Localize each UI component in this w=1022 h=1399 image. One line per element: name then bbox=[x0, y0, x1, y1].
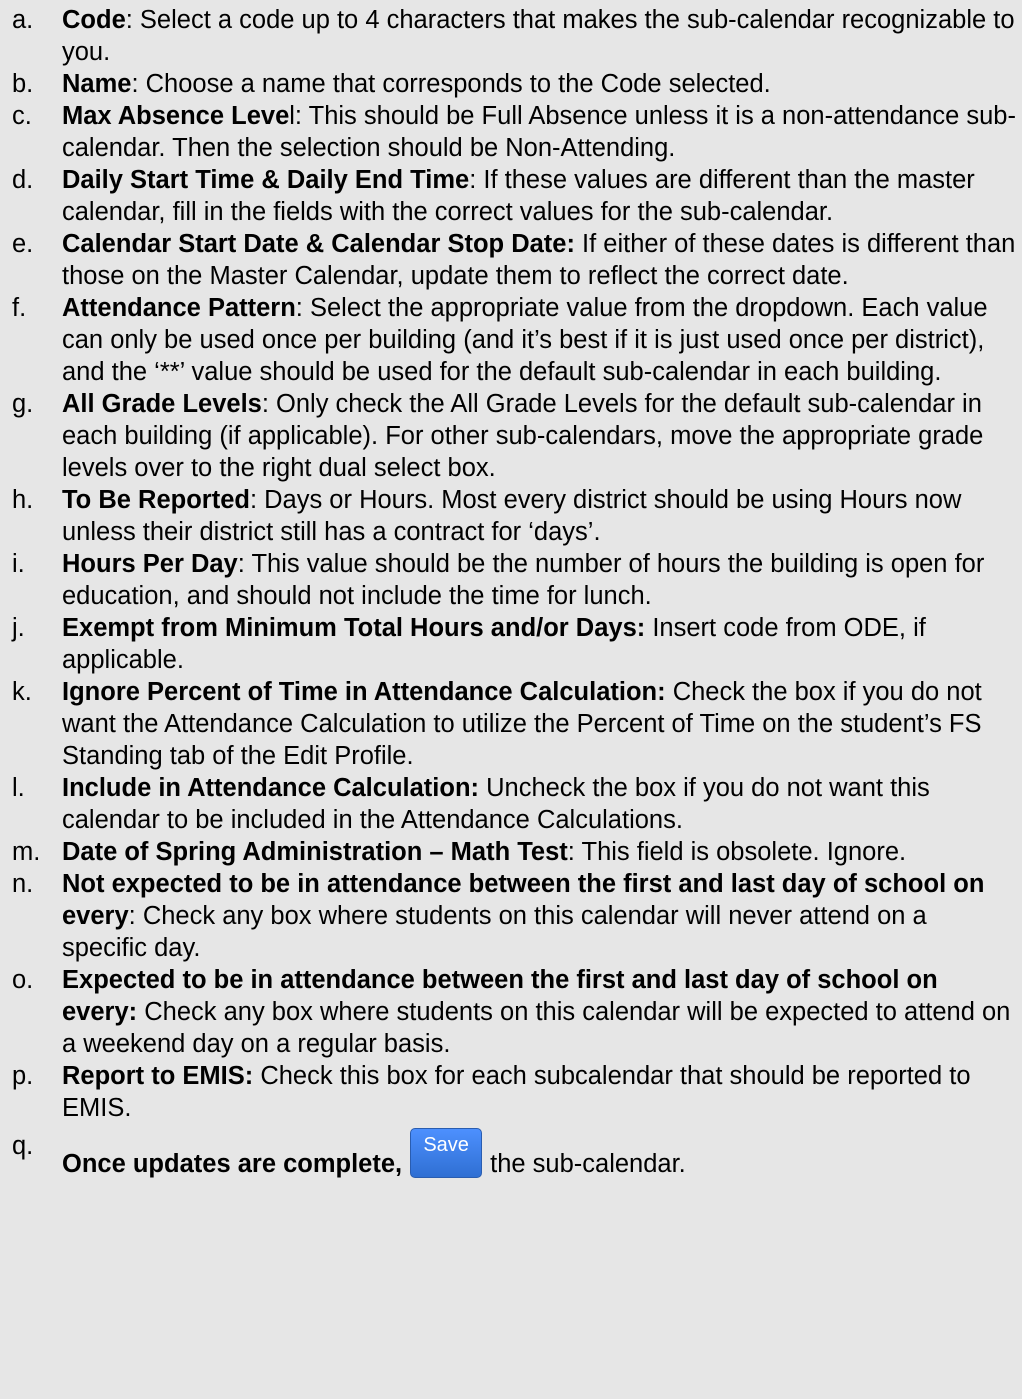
list-text: Insert code from ODE, if applicable. bbox=[62, 614, 926, 674]
list-item bbox=[0, 868, 1022, 964]
list-marker: k. bbox=[12, 678, 32, 706]
list-item bbox=[0, 228, 1022, 292]
save-button[interactable]: Save bbox=[410, 1128, 482, 1178]
list-text: l: This should be Full Absence unless it is a non-attendance sub-calendar. Then the selection should be Non-Attending. bbox=[62, 102, 1016, 162]
list-term: Name bbox=[62, 70, 132, 98]
list-item bbox=[0, 164, 1022, 228]
list-term: Code bbox=[62, 6, 126, 34]
list-text: Uncheck the box if you do not want this calendar to be included in the Attendance Calculations. bbox=[62, 774, 930, 834]
list-term: Report to EMIS: bbox=[62, 1062, 254, 1090]
list-item bbox=[0, 68, 1022, 100]
list-item bbox=[0, 4, 1022, 68]
list-item bbox=[0, 772, 1022, 836]
list-term: Date of Spring Administration – Math Test bbox=[62, 838, 568, 866]
list-term: Attendance Pattern bbox=[62, 294, 296, 322]
list-term: Ignore Percent of Time in Attendance Calculation: bbox=[62, 678, 666, 706]
list-marker: q. bbox=[12, 1132, 34, 1160]
list-item bbox=[0, 484, 1022, 548]
list-text: : If these values are different than the master calendar, fill in the fields with the correct values for the sub-calendar. bbox=[62, 166, 975, 226]
list-text: the sub-calendar. bbox=[490, 1150, 686, 1178]
list-text: Check this box for each subcalendar that should be reported to EMIS. bbox=[62, 1062, 971, 1122]
list-item bbox=[0, 1060, 1022, 1124]
list-term: All Grade Levels bbox=[62, 390, 262, 418]
list-text: : Select the appropriate value from the dropdown. Each value can only be used once per building (and it’s best if it is just used once per district), and the ‘**’ value should be used for the default sub-calendar in each building. bbox=[62, 294, 988, 386]
list-term: Daily Start Time & Daily End Time bbox=[62, 166, 470, 194]
list-text: Check any box where students on this calendar will be expected to attend on a weekend day on a regular basis. bbox=[62, 998, 1011, 1058]
list-item bbox=[0, 388, 1022, 484]
list-text: : Check any box where students on this calendar will never attend on a specific day. bbox=[62, 902, 927, 962]
list-term: Expected to be in attendance between the first and last day of school on every: bbox=[62, 966, 938, 1026]
list-marker: m. bbox=[12, 838, 41, 866]
list-marker: a. bbox=[12, 6, 34, 34]
list-text: : Only check the All Grade Levels for the default sub-calendar in each building (if applicable). For other sub-calendars, move the appropriate grade levels over to the right dual select box. bbox=[62, 390, 984, 482]
list-item bbox=[0, 100, 1022, 164]
list-item bbox=[0, 836, 1022, 868]
list-marker: f. bbox=[12, 294, 27, 322]
list-item bbox=[0, 964, 1022, 1060]
list-term: Once updates are complete, bbox=[62, 1150, 403, 1178]
list-marker: j. bbox=[12, 614, 25, 642]
instruction-list bbox=[0, 4, 1022, 1124]
list-text: If either of these dates is different than those on the Master Calendar, update them to reflect the correct date. bbox=[62, 230, 1016, 290]
list-term: Calendar Start Date & Calendar Stop Date: bbox=[62, 230, 575, 258]
list-marker: b. bbox=[12, 70, 34, 98]
list-marker: h. bbox=[12, 486, 34, 514]
list-marker: n. bbox=[12, 870, 34, 898]
list-marker: p. bbox=[12, 1062, 34, 1090]
list-item bbox=[0, 676, 1022, 772]
list-text: : Choose a name that corresponds to the Code selected. bbox=[131, 70, 771, 98]
list-text: Check the box if you do not want the Attendance Calculation to utilize the Percent of Time on the student’s FS Standing tab of the Edit Profile. bbox=[62, 678, 982, 770]
list-marker: i. bbox=[12, 550, 25, 578]
list-marker: d. bbox=[12, 166, 34, 194]
list-term: Not expected to be in attendance between the first and last day of school on every bbox=[62, 870, 985, 930]
list-text: : Select a code up to 4 characters that makes the sub-calendar recognizable to you. bbox=[62, 6, 1015, 66]
list-marker: l. bbox=[12, 774, 25, 802]
list-text: : This field is obsolete. Ignore. bbox=[567, 838, 907, 866]
list-term: To Be Reported bbox=[62, 486, 250, 514]
list-marker: e. bbox=[12, 230, 34, 258]
list-item-q bbox=[0, 1130, 1022, 1180]
list-term: Max Absence Leve bbox=[62, 102, 290, 130]
list-term: Include in Attendance Calculation: bbox=[62, 774, 480, 802]
list-text: : Days or Hours. Most every district should be using Hours now unless their district still has a contract for ‘days’. bbox=[62, 486, 962, 546]
list-term: Hours Per Day bbox=[62, 550, 238, 578]
list-marker: c. bbox=[12, 102, 32, 130]
list-text: : This value should be the number of hours the building is open for education, and should not include the time for lunch. bbox=[62, 550, 985, 610]
list-term: Exempt from Minimum Total Hours and/or Days: bbox=[62, 614, 646, 642]
list-item bbox=[0, 292, 1022, 388]
list-item bbox=[0, 548, 1022, 612]
list-item bbox=[0, 612, 1022, 676]
list-marker: g. bbox=[12, 390, 34, 418]
list-marker: o. bbox=[12, 966, 34, 994]
